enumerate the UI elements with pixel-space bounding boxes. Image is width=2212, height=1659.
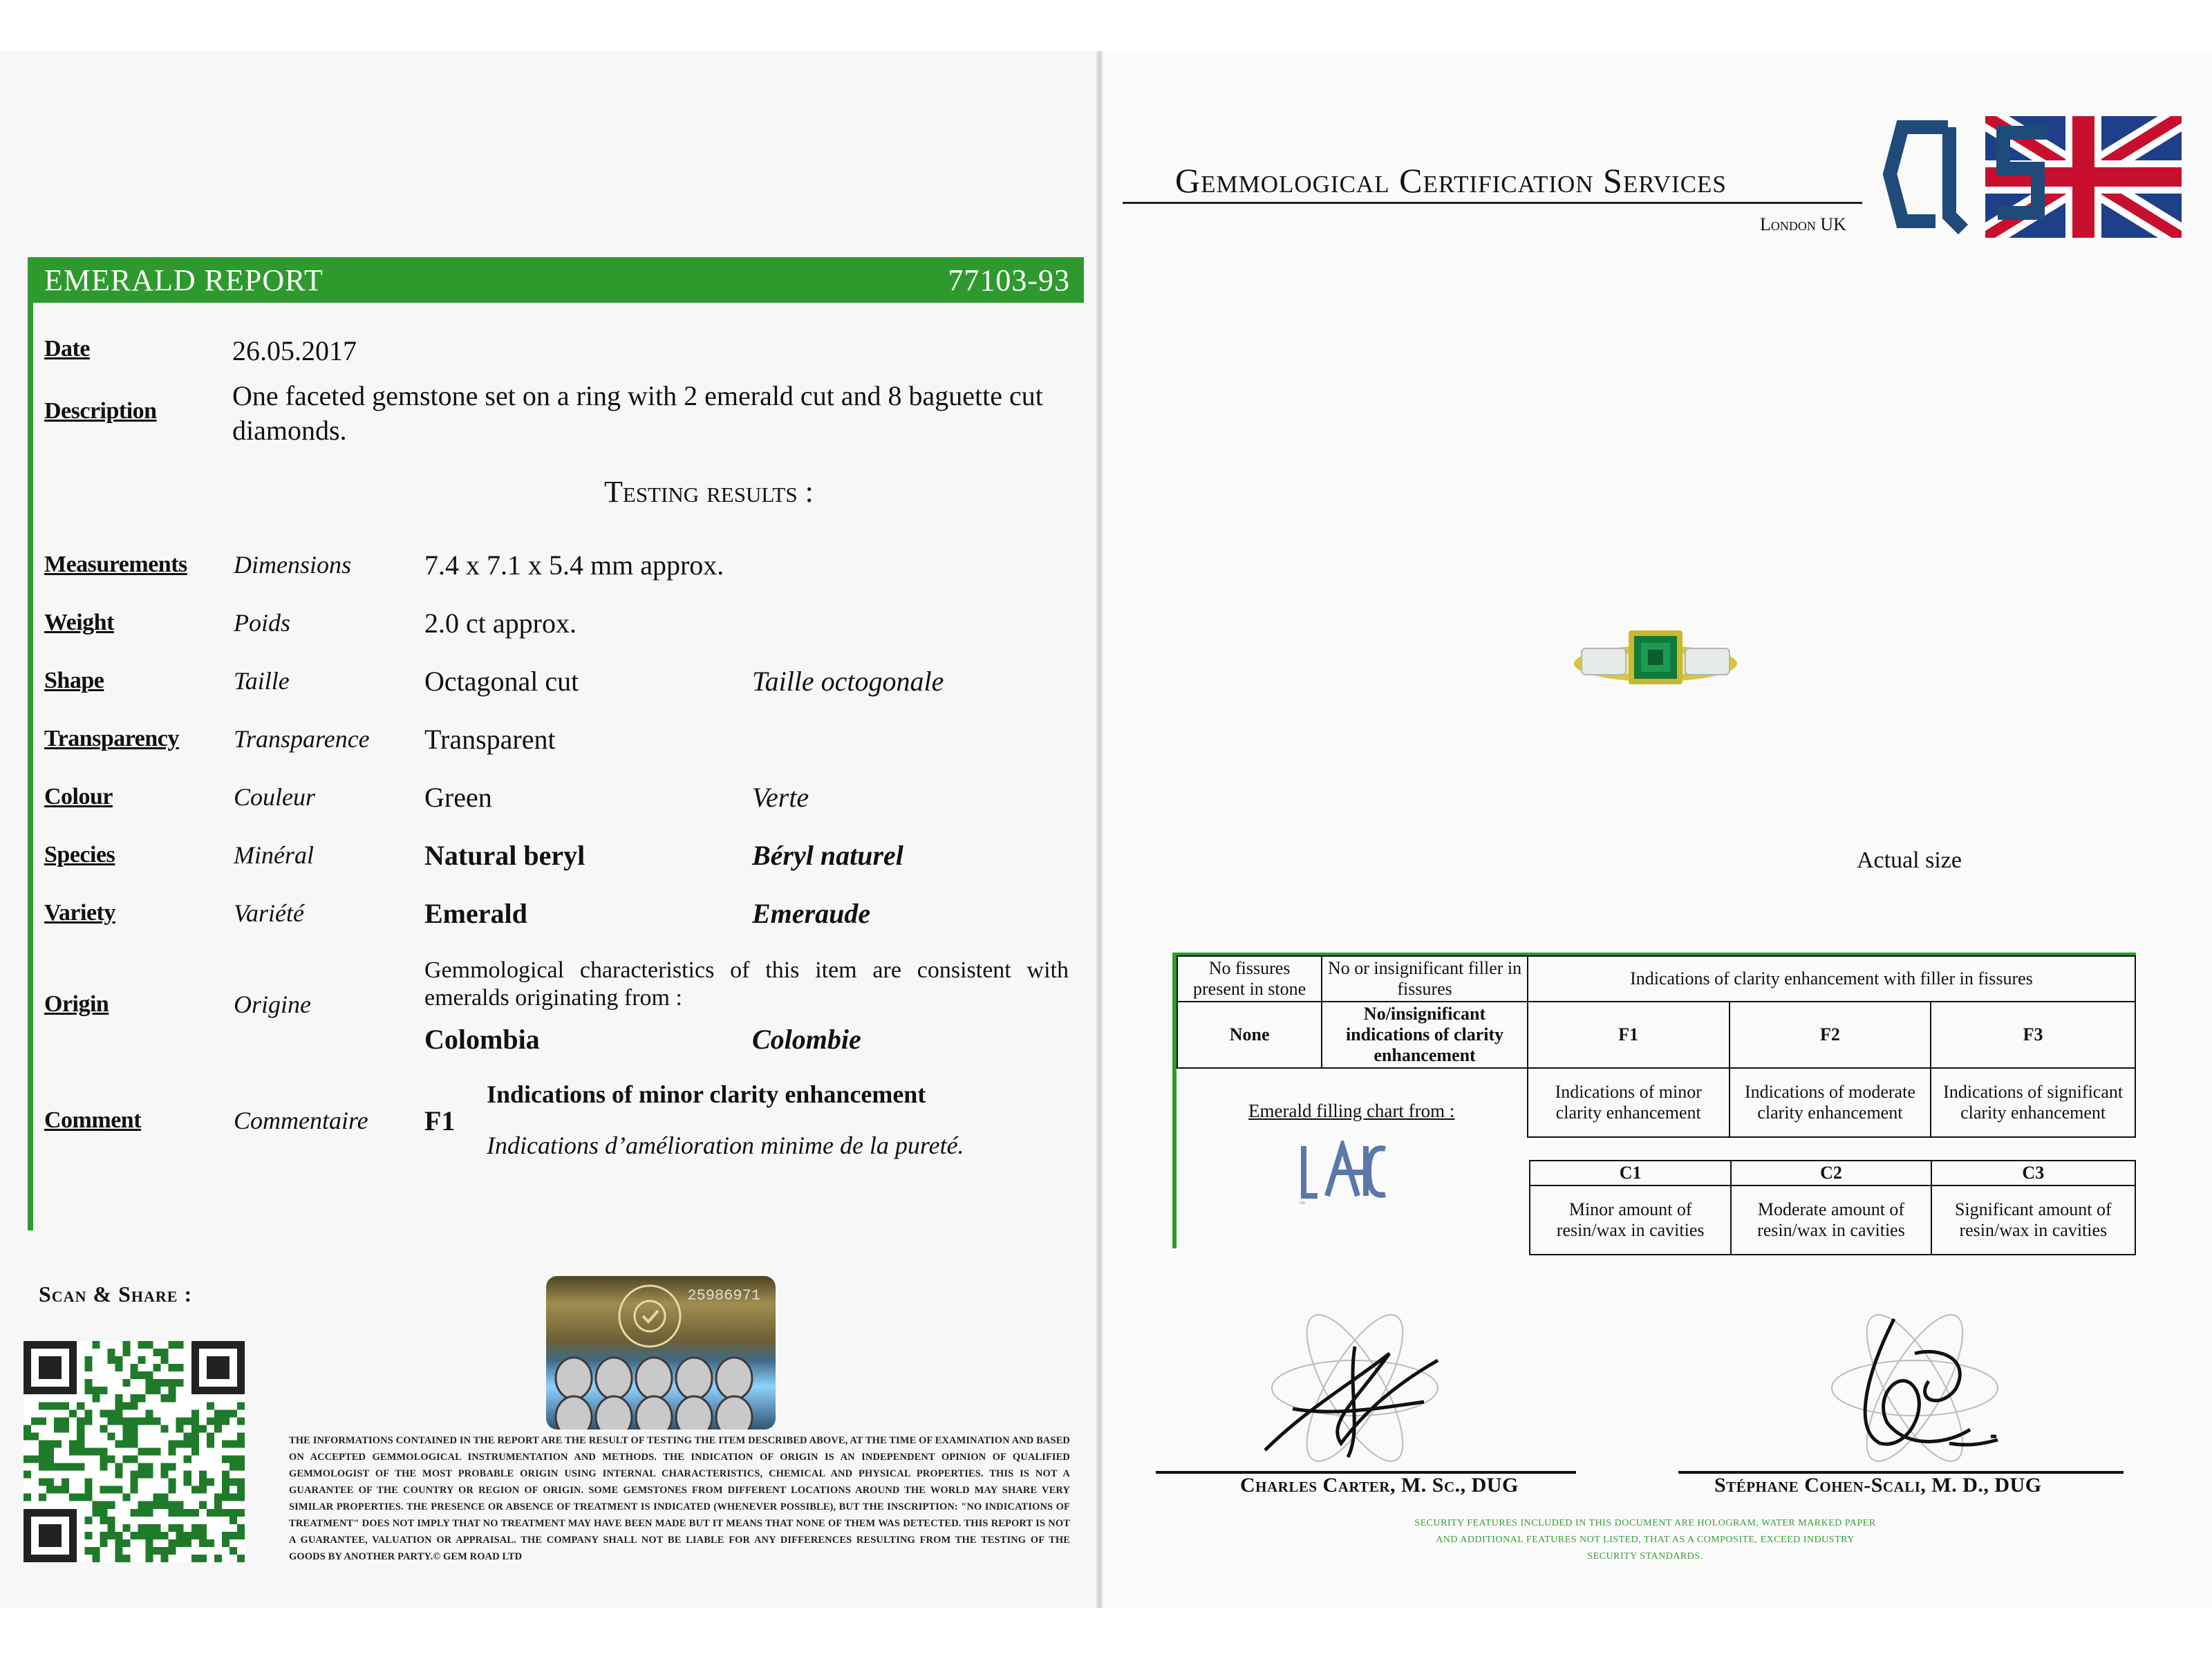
f2-description: Indications of moderate clarity enhancement bbox=[1730, 1068, 1931, 1137]
lhc-logo bbox=[1297, 1141, 1388, 1207]
origin-text: Gemmological characteristics of this item are consistent with emeralds originating from : bbox=[424, 957, 1069, 1011]
row-value-fr: Emeraude bbox=[752, 898, 871, 929]
description-label: Description bbox=[44, 398, 157, 424]
row-label-fr: Taille bbox=[234, 667, 290, 695]
disclaimer-text: THE INFORMATIONS CONTAINED IN THE REPORT ARE THE RESULT OF TESTING THE ITEM DESCRIBED ABOVE, AT THE TIME OF EXAMINATION AND BASED ON ACCEPTED GEMMOLOGICAL INSTRUMENTATION AND METHODS. THE INDICATION OF ORIGIN IS AN INDEPENDENT OPINION OF QUALIFIED GEMMOLOGIST OF THE MOST PROBABLE ORIGIN USING INTERNAL CHARACTERISTICS, CHEMICAL AND PHYSICAL PROPERTIES. THIS IS NOT A GUARANTEE OF THE COUNTRY OR REGION OF ORIGIN. SOME GEMSTONES FROM DIFFERENT LOCATIONS AROUND THE WORLD MAY SHARE VERY SIMILAR PROPERTIES. THE PRESENCE OR ABSENCE OF TREATMENT IS INDICATED (WHENEVER POSSIBLE), BUT THE INSCRIPTION: "NO INDICATIONS OF TREATMENT" DOES NOT IMPLY THAT NO TREATMENT MAY HAVE BEEN MADE BUT IT MEANS THAT NONE OF THEM WAS DETECTED. THIS REPORT IS NOT A GUARANTEE, VALUATION OR APPRAISAL. THE COMPANY SHALL NOT BE LIABLE FOR ANY DIFFERENCES RESULTING FROM THE TESTING OF THE GOODS BY ANOTHER PARTY.© GEM ROAD LTD bbox=[289, 1435, 1070, 1562]
code-no-insignificant: No/insignificant indications of clarity enhancement bbox=[1322, 1002, 1528, 1068]
qr-code[interactable] bbox=[24, 1341, 245, 1562]
row-label: Variety bbox=[44, 900, 115, 926]
row-value: 2.0 ct approx. bbox=[424, 608, 577, 639]
photo-caption: Actual size bbox=[1857, 847, 1962, 873]
origin-value-fr: Colombie bbox=[752, 1024, 861, 1055]
header-filler-indications: Indications of clarity enhancement with filler in fissures bbox=[1528, 956, 2135, 1002]
comment-code: F1 bbox=[424, 1105, 456, 1136]
row-value-fr: Verte bbox=[752, 782, 809, 813]
row-value: Octagonal cut bbox=[424, 666, 579, 697]
ring-photo bbox=[1569, 622, 1742, 698]
signatory-1-name: Charles Carter, M. Sc., DUG bbox=[1240, 1474, 1519, 1497]
scan-share-label: Scan & Share : bbox=[39, 1282, 193, 1306]
lab-name-rule bbox=[1123, 202, 1862, 204]
origin-label: Origin bbox=[44, 991, 109, 1017]
row-label-fr: Minéral bbox=[234, 841, 314, 869]
code-f3: F3 bbox=[1931, 1002, 2135, 1068]
origin-label-fr: Origine bbox=[234, 991, 311, 1018]
row-label: Colour bbox=[44, 784, 113, 809]
row-label-fr: Poids bbox=[234, 609, 291, 637]
gcs-logo bbox=[1882, 112, 2184, 241]
row-label-fr: Transparence bbox=[234, 725, 370, 753]
f1-description: Indications of minor clarity enhancement bbox=[1528, 1068, 1730, 1137]
row-value: Green bbox=[424, 782, 492, 813]
code-f1: F1 bbox=[1528, 1002, 1730, 1068]
comment-label-fr: Commentaire bbox=[234, 1107, 368, 1134]
row-label-fr: Couleur bbox=[234, 783, 316, 811]
row-value: 7.4 x 7.1 x 5.4 mm approx. bbox=[424, 550, 724, 581]
row-value: Emerald bbox=[424, 898, 527, 929]
code-none: None bbox=[1177, 1002, 1322, 1068]
row-label: Species bbox=[44, 842, 115, 868]
row-value-fr: Béryl naturel bbox=[752, 840, 903, 871]
date-value: 26.05.2017 bbox=[232, 335, 357, 366]
row-label: Transparency bbox=[44, 726, 179, 751]
comment-label: Comment bbox=[44, 1107, 142, 1133]
row-label-fr: Dimensions bbox=[234, 551, 351, 579]
page-fold bbox=[1096, 51, 1103, 1608]
row-value: Natural beryl bbox=[424, 840, 585, 871]
header-no-fissures: No fissures present in stone bbox=[1177, 956, 1322, 1002]
row-label: Measurements bbox=[44, 552, 187, 577]
row-label-fr: Variété bbox=[234, 899, 304, 927]
code-c1: C1 bbox=[1530, 1161, 1731, 1185]
c3-description: Significant amount of resin/wax in cavities bbox=[1931, 1185, 2135, 1255]
row-value: Transparent bbox=[424, 724, 556, 755]
lhc-logo-text: lab bbox=[1300, 1201, 1306, 1206]
lab-name: Gemmological Certification Services bbox=[1175, 161, 1727, 200]
signature-cohen-scali bbox=[1811, 1305, 2039, 1471]
row-label: Weight bbox=[44, 610, 114, 635]
filling-chart-label: Emerald filling chart from : bbox=[1248, 1100, 1455, 1121]
description-value: One faceted gemstone set on a ring with 2 emerald cut and 8 baguette cut diamonds. bbox=[232, 380, 1043, 446]
report-header-bar bbox=[28, 257, 1084, 303]
authenticity-hologram bbox=[546, 1276, 776, 1430]
report-number: 77103-93 bbox=[948, 263, 1070, 297]
testing-results-title: Testing results : bbox=[604, 475, 814, 509]
c2-description: Moderate amount of resin/wax in cavities bbox=[1731, 1185, 1931, 1255]
report-title: EMERALD REPORT bbox=[44, 263, 324, 297]
cavity-filling-table bbox=[1529, 1160, 2136, 1255]
hologram-number: 25986971 bbox=[687, 1287, 760, 1304]
code-c3: C3 bbox=[1931, 1161, 2135, 1185]
report-frame-line bbox=[28, 303, 33, 1230]
comment-text: Indications of minor clarity enhancement bbox=[487, 1080, 926, 1108]
code-c2: C2 bbox=[1731, 1161, 1931, 1185]
header-no-filler: No or insignificant filler in fissures bbox=[1322, 956, 1528, 1002]
c1-description: Minor amount of resin/wax in cavities bbox=[1530, 1185, 1731, 1255]
signature-carter bbox=[1251, 1305, 1479, 1471]
security-note: SECURITY FEATURES INCLUDED IN THIS DOCUMENT ARE HOLOGRAM, WATER MARKED PAPER AND ADDITIONAL FEATURES NOT LISTED, THAT AS A COMPOSITE, EXCEED INDUSTRY SECURITY STANDARDS. bbox=[1414, 1518, 1876, 1562]
date-label: Date bbox=[44, 336, 90, 362]
signatory-2-name: Stéphane Cohen-Scali, M. D., DUG bbox=[1714, 1474, 2042, 1497]
code-f2: F2 bbox=[1730, 1002, 1931, 1068]
origin-value: Colombia bbox=[424, 1024, 540, 1055]
lab-location: London UK bbox=[1760, 214, 1846, 234]
comment-text-fr: Indications d’amélioration minime de la pureté. bbox=[487, 1132, 964, 1159]
row-label: Shape bbox=[44, 668, 104, 693]
f3-description: Indications of significant clarity enhancement bbox=[1931, 1068, 2135, 1137]
row-value-fr: Taille octogonale bbox=[752, 666, 944, 697]
